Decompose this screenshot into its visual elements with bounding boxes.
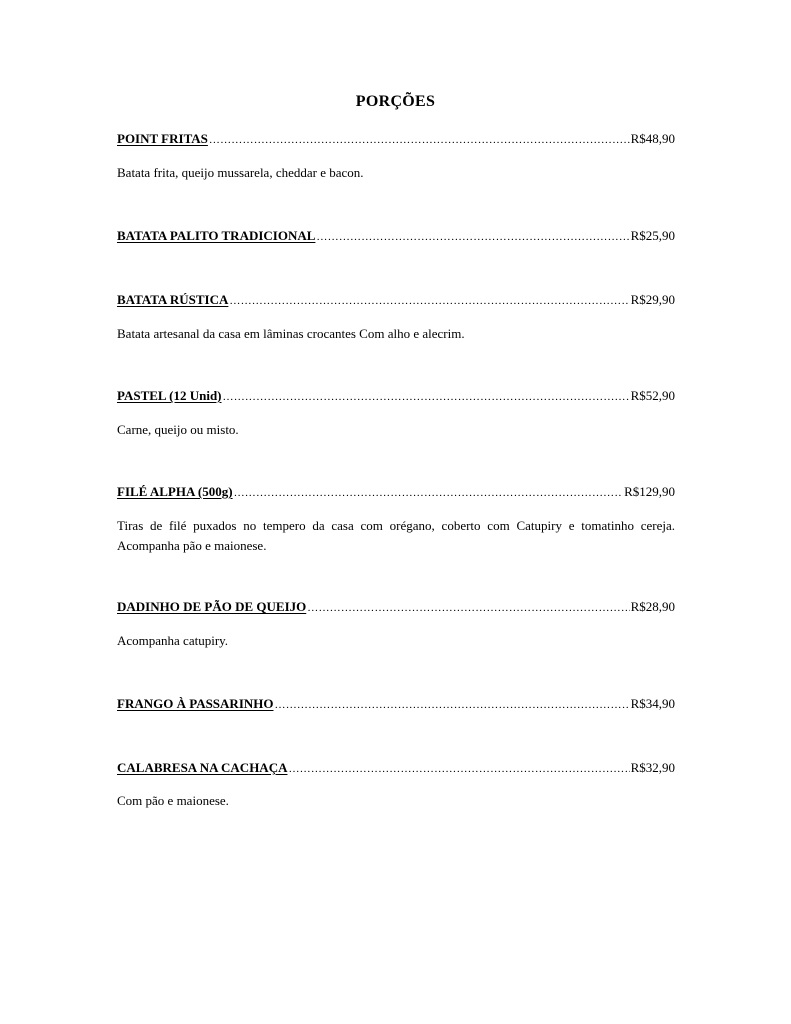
dot-leader	[307, 600, 629, 616]
page-title: PORÇÕES	[355, 93, 436, 110]
item-description: Tiras de filé puxados no tempero da casa com orégano, coberto com Catupiry e tomatinho cereja. Acompanha pão e maionese.	[117, 518, 675, 553]
item-name: POINT FRITAS	[117, 131, 208, 146]
dot-leader	[234, 485, 624, 501]
dot-leader	[288, 761, 629, 777]
item-name: PASTEL (12 Unid)	[117, 388, 222, 403]
dot-leader	[316, 229, 629, 245]
dot-leader	[229, 293, 629, 309]
item-name: FILÉ ALPHA (500g)	[117, 484, 233, 499]
item-description: Com pão e maionese.	[117, 793, 229, 808]
menu-item-pastel	[117, 388, 675, 405]
dot-leader	[209, 132, 630, 148]
menu-item-point-fritas	[117, 131, 675, 148]
item-price: R$34,90	[630, 696, 675, 711]
item-name: DADINHO DE PÃO DE QUEIJO	[117, 599, 307, 614]
item-price: R$25,90	[630, 228, 675, 243]
item-name: CALABRESA NA CACHAÇA	[117, 760, 288, 775]
item-description: Acompanha catupiry.	[117, 633, 229, 648]
item-price: R$29,90	[630, 292, 675, 307]
item-name: FRANGO À PASSARINHO	[117, 696, 274, 711]
item-price: R$28,90	[630, 599, 675, 614]
item-description: Batata frita, queijo mussarela, cheddar e bacon.	[117, 165, 364, 180]
menu-item-calabresa	[117, 760, 675, 777]
item-price: R$32,90	[630, 760, 675, 775]
item-description: Batata artesanal da casa em lâminas crocantes Com alho e alecrim.	[117, 326, 465, 341]
dot-leader	[275, 697, 630, 713]
menu-item-file-alpha	[117, 484, 675, 501]
dot-leader	[223, 389, 630, 405]
menu-item-batata-rustica	[117, 292, 675, 309]
item-name: BATATA RÚSTICA	[117, 292, 229, 307]
item-price: R$129,90	[624, 484, 675, 499]
menu-item-frango	[117, 696, 675, 713]
item-price: R$48,90	[630, 131, 675, 146]
item-name: BATATA PALITO TRADICIONAL	[117, 228, 316, 243]
menu-item-batata-palito	[117, 228, 675, 245]
menu-item-dadinho	[117, 599, 675, 616]
item-price: R$52,90	[630, 388, 675, 403]
item-description: Carne, queijo ou misto.	[117, 422, 239, 437]
